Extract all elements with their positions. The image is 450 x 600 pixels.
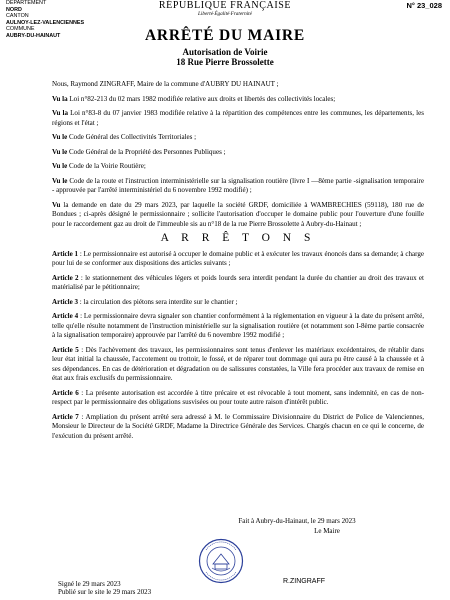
article-paragraph: [52, 346, 424, 384]
vu-lead: Vu le: [52, 147, 68, 156]
vu-lead: Vu le: [52, 176, 68, 185]
article-label: Article 3: [52, 297, 79, 306]
vu-lead: Vu la: [52, 109, 68, 117]
article-label: Article 6: [52, 388, 79, 397]
article-text: : Ampliation du présent arrêté sera adressé à M. le Commissaire Divisionnaire du District de Police de Valenciennes, Monsieur le Directeur de la Société GRDF, Madame la Directrice Générale des Services. Chargés chacun en ce qui le concerne, de l'exécution du présent arrêté.: [52, 412, 425, 440]
page-title: ARRÊTÉ DU MAIRE: [144, 27, 306, 44]
vu-lead: Vu: [52, 200, 61, 209]
arrete-number: N° 23_028: [406, 1, 442, 10]
article-text: : la circulation des piétons sera interdite sur le chantier ;: [78, 297, 238, 306]
republic-header: [0, 0, 450, 18]
published-date: Publié sur le site le 29 mars 2023: [58, 588, 152, 596]
arrete-body: [52, 80, 424, 446]
vu-paragraph: [52, 109, 424, 128]
vu-text: Code Général de la Propriété des Personnes Publiques ;: [67, 147, 226, 156]
article-paragraph: [52, 389, 424, 408]
header-line: AULNOY-LEZ-VALENCIENNES: [6, 19, 85, 26]
article-text: : Le permissionnaire est autorisé à occuper le domaine public et à exécuter les travaux énoncés dans sa demande; à charge pour lui de se conformer aux dispositions des articles suivants ;: [52, 249, 424, 267]
header-line: NORD: [6, 6, 22, 13]
article-label: Article 4: [52, 312, 79, 320]
vu-paragraph: [52, 95, 424, 105]
vu-paragraph: [52, 201, 424, 230]
article-text: : La présente autorisation est accordée à titre précaire et est révocable à tout moment, sans indemnité, en cas de non-respect par le permissionnaire des obligations susvisées ou pour toute autre raison d'intérêt public.: [52, 388, 424, 406]
article-paragraph: [52, 312, 424, 341]
vu-text: Code Général des Collectivités Territoriales ;: [67, 133, 197, 141]
signed-date: Signé le 29 mars 2023: [58, 580, 121, 588]
arretons-heading: A R R Ê T O N S: [160, 232, 316, 244]
vu-text: Code de la route et l'instruction interministérielle sur la signalisation routière (livre I —8ème partie -signalisation temporaire - approuvée par l'arrêté interministériel du 6 novembre 1992 modifié) ;: [52, 176, 424, 194]
header-line: AUBRY-DU-HAINAUT: [6, 32, 61, 39]
vu-lead: Vu le: [52, 162, 68, 170]
article-text: : Le permissionnaire devra signaler son chantier conformément à la réglementation en vigueur à la date du présent arrêté, telle qu'elle résulte notamment de l'instruction ministérielle sur la signalisation routière (et notamment son I-8ème partie consacrée à la signalisation temporaire) approuvée par l'arrêté du 6 novembre 1992 modifié ;: [52, 312, 424, 339]
article-paragraph: [52, 413, 424, 442]
vu-text: Loi n°83-8 du 07 janvier 1983 modifiée relative à la répartition des compétences entre les communes, les départements, les régions et l'état ;: [52, 109, 424, 127]
vu-lead: Vu la: [52, 94, 68, 103]
article-paragraph: [52, 250, 424, 269]
subtitle-address: 18 Rue Pierre Brossolette: [176, 57, 274, 67]
vu-text: Code de la Voirie Routière;: [67, 162, 146, 170]
subtitle-object: Autorisation de Voirie: [182, 47, 268, 57]
vu-text: Loi n°82-213 du 02 mars 1982 modifiée relative aux droits et libertés des collectivités locales;: [67, 94, 336, 103]
vu-paragraph: [52, 177, 424, 196]
devise: Liberté·Égalité·Fraternité: [198, 11, 252, 17]
article-label: Article 1: [52, 249, 79, 258]
article-paragraph: [52, 274, 424, 293]
article-label: Article 5: [52, 345, 79, 354]
article-paragraph: [52, 298, 424, 308]
header-line: COMMUNE: [6, 26, 35, 33]
vu-paragraph: [52, 162, 424, 172]
mairie-stamp-icon: [198, 538, 244, 584]
vu-text: la demande en date du 29 mars 2023, par laquelle la société GRDF, domiciliée à WAMBRECHIES (59118), 180 rue de Bondues ; ci-après désigné le permissionnaire ; sollicite l'autorisation d'occuper le domaine public pour l'ouverture d'une fouille pour le raccordement gaz au droit de l'immeuble sis au n°18 de la rue Pierre Brossolette à Aubry-du-Hainaut ;: [52, 200, 424, 228]
vu-lead: Vu le: [52, 133, 68, 141]
header-line: DÉPARTEMENT: [6, 0, 47, 6]
article-label: Article 7: [52, 412, 79, 421]
signature-block: [202, 517, 392, 536]
signed-published-note: [58, 580, 151, 596]
article-text: : Dès l'achèvement des travaux, les permissionnaires sont tenus d'enlever les matériaux excédentaires, de rétablir dans leur état initial la chaussée, l'accotement ou trottoir, le fossé, et de réparer tout dommage qui aura pu être causé à la chaussée et à ses dépendances. En cas de détérioration et dégradation ou de salissures constatées, la Ville fera procéder aux travaux de remise en état aux frais exclusifs du permissionnaire.: [52, 345, 424, 382]
vu-paragraph: [52, 148, 424, 158]
signatory-name: R.ZINGRAFF: [283, 578, 325, 585]
intro-paragraph: Nous, Raymond ZINGRAFF, Maire de la commune d'AUBRY DU HAINAUT ;: [52, 80, 279, 88]
fait-a-line: Fait à Aubry-du-Hainaut, le 29 mars 2023: [238, 517, 356, 525]
article-label: Article 2: [52, 273, 79, 282]
article-text: : le stationnement des véhicules légers et poids lourds sera interdit pendant la durée du chantier au droit des travaux et matérialisé par le pétitionnaire;: [52, 273, 424, 291]
le-maire-label: Le Maire: [314, 526, 340, 535]
vu-paragraph: [52, 133, 424, 143]
republique-francaise: RÉPUBLIQUE FRANÇAISE: [158, 0, 292, 11]
header-line: CANTON: [6, 13, 29, 20]
